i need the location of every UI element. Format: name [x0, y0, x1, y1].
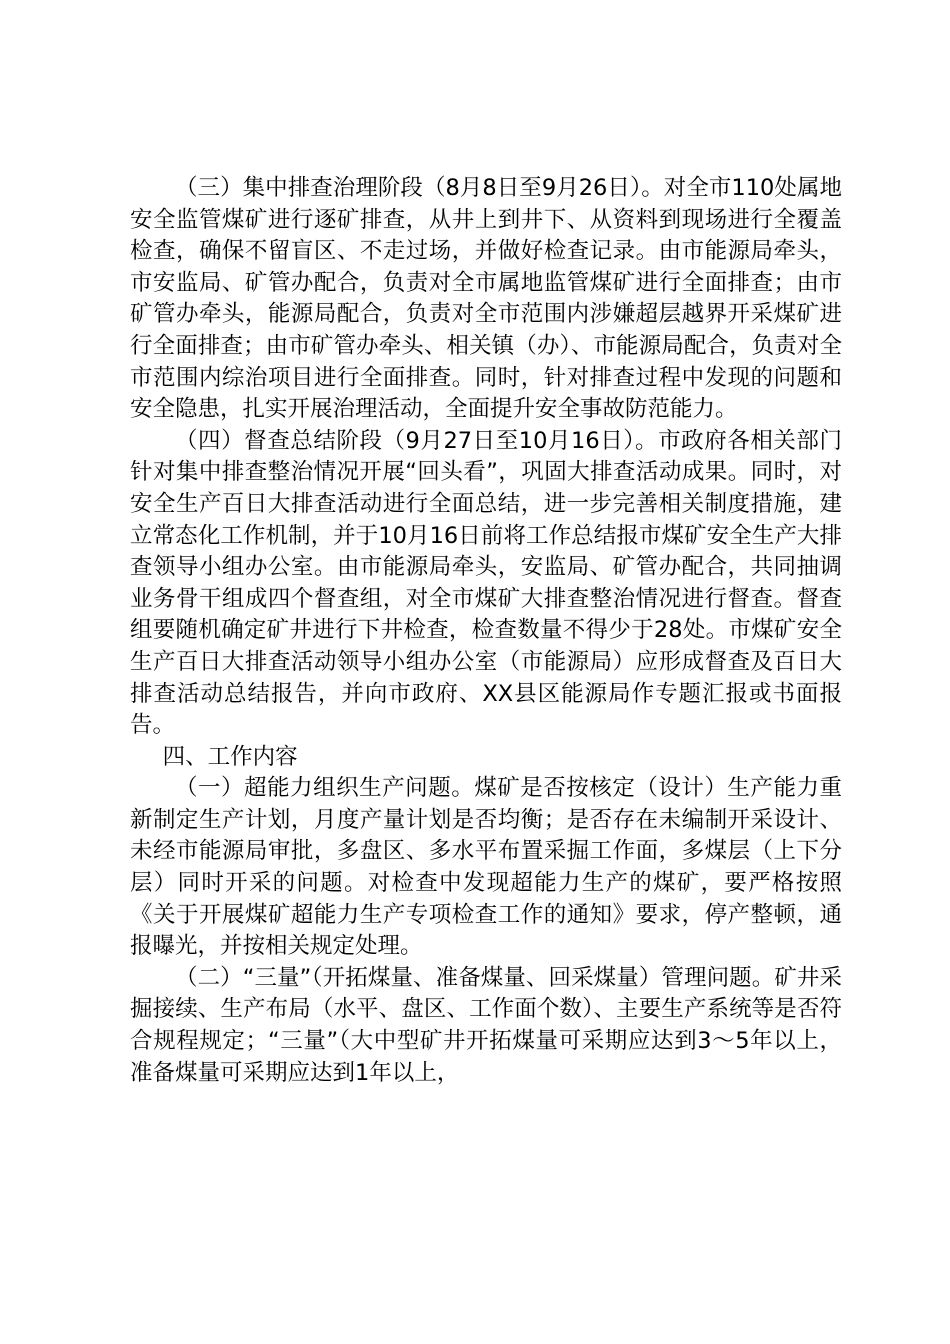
- paragraph-stage-three: （三）集中排查治理阶段（8月8日至9月26日）。对全市110处属地安全监管煤矿进行逐矿排查，从井上到井下、从资料到现场进行全覆盖检查，确保不留盲区、不走过场，并做好检查记录。由市能源局牵头，市安监局、矿管办配合，负责对全市属地监管煤矿进行全面排查；由市矿管办牵头，能源局配合，负责对全市范围内涉嫌超层越界开采煤矿进行全面排查；由市矿管办牵头、相关镇（办）、市能源局配合，负责对全市范围内综治项目进行全面排查。同时，针对排查过程中发现的问题和安全隐患，扎实开展治理活动，全面提升安全事故防范能力。: [130, 175, 842, 423]
- document-body: [130, 173, 842, 1089]
- paragraph-three-reserves: （二）“三量”（开拓煤量、准备煤量、回采煤量）管理问题。矿井采掘接续、生产布局（水平、盘区、工作面个数）、主要生产系统等是否符合规程规定；“三量”（大中型矿井开拓煤量可采期应达到3～5年以上，准备煤量可采期应达到1年以上，: [130, 964, 842, 1086]
- paragraph-stage-four: （四）督查总结阶段（9月27日至10月16日）。市政府各相关部门针对集中排查整治情况开展“回头看”，巩固大排查活动成果。同时，对安全生产百日大排查活动进行全面总结，进一步完善相关制度措施，建立常态化工作机制，并于10月16日前将工作总结报市煤矿安全生产大排查领导小组办公室。由市能源局牵头，安监局、矿管办配合，共同抽调业务骨干组成四个督查组，对全市煤矿大排查整治情况进行督查。督查组要随机确定矿井进行下井检查，检查数量不得少于28处。市煤矿安全生产百日大排查活动领导小组办公室（市能源局）应形成督查及百日大排查活动总结报告，并向市政府、XX县区能源局作专题汇报或书面报告。: [130, 427, 842, 739]
- paragraph-overcapacity: （一）超能力组织生产问题。煤矿是否按核定（设计）生产能力重新制定生产计划，月度产量计划是否均衡；是否存在未编制开采设计、未经市能源局审批，多盘区、多水平布置采掘工作面，多煤层（上下分层）同时开采的问题。对检查中发现超能力生产的煤矿，要严格按照《关于开展煤矿超能力生产专项检查工作的通知》要求，停产整顿，通报曝光，并按相关规定处理。: [130, 775, 842, 960]
- section-heading-work-content: 四、工作内容: [162, 743, 298, 770]
